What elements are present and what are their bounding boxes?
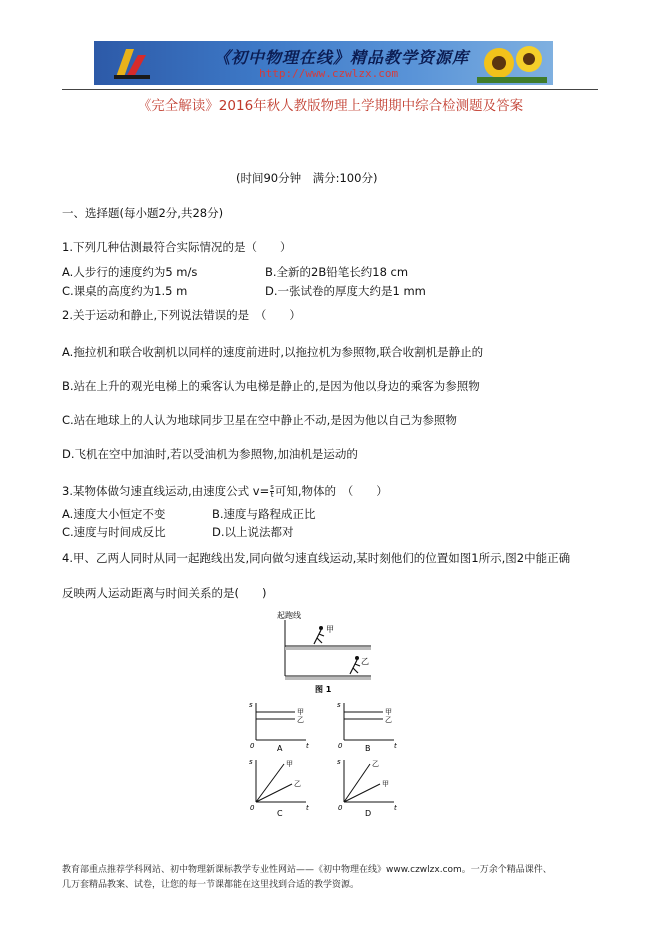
q1-option-a: A.人步行的速度约为5 m/s xyxy=(62,265,198,279)
footer-line-2: 几万套精品教案、试卷，让您的每一节课都能在这里找到合适的教学资源。 xyxy=(62,880,360,890)
graph-d-label: D xyxy=(365,809,372,818)
time-info: (时间90分钟 满分:100分) xyxy=(236,171,378,185)
graph-d-origin: 0 xyxy=(338,804,343,812)
section-heading: 一、选择题(每小题2分,共28分) xyxy=(62,206,224,220)
q2-option-a: A.拖拉机和联合收割机以同样的速度前进时,以拖拉机为参照物,联合收割机是静止的 xyxy=(62,345,484,359)
graph-a-label: A xyxy=(277,744,283,753)
lane-bottom-hatching xyxy=(285,677,371,680)
header-banner xyxy=(94,41,553,85)
graph-b-x-label: t xyxy=(394,742,397,750)
graph-d-line-steep xyxy=(344,764,370,802)
graph-c-y-label: s xyxy=(249,758,253,766)
graph-b-bottom-series: 乙 xyxy=(385,716,392,724)
graph-c-label: C xyxy=(277,809,283,818)
q1-option-d: D.一张试卷的厚度大约是1 mm xyxy=(265,284,426,298)
graph-c-top-series: 甲 xyxy=(286,760,293,768)
runner-yi-label: 乙 xyxy=(361,657,369,666)
graph-b-top-series: 甲 xyxy=(385,708,392,716)
figure-1-runners xyxy=(275,606,375,696)
graph-c-line-steep xyxy=(256,764,284,802)
banner-url[interactable]: http://www.czwlzx.com xyxy=(259,67,399,80)
graph-a-origin: 0 xyxy=(250,742,255,750)
graph-c-origin: 0 xyxy=(250,804,255,812)
velocity-fraction xyxy=(270,484,274,499)
graph-a-x-label: t xyxy=(306,742,309,750)
q4-stem-line2: 反映两人运动距离与时间关系的是( ) xyxy=(62,586,267,600)
graph-d-x-label: t xyxy=(394,804,397,812)
q4-stem-line1: 4.甲、乙两人同时从同一起跑线出发,同向做匀速直线运动,某时刻他们的位置如图1所示,图2中能正确 xyxy=(62,551,571,565)
graph-d-y-label: s xyxy=(337,758,341,766)
q2-option-b: B.站在上升的观光电梯上的乘客认为电梯是静止的,是因为他以身边的乘客为参照物 xyxy=(62,379,480,393)
runner-yi-icon xyxy=(350,656,360,674)
document-title: 《完全解读》2016年秋人教版物理上学期期中综合检测题及答案 xyxy=(137,98,524,114)
graph-d-bottom-series: 甲 xyxy=(382,780,389,788)
graph-a-y-label: s xyxy=(249,701,253,709)
figure-1-caption: 图 1 xyxy=(315,685,332,694)
q1-option-b: B.全新的2B铅笔长约18 cm xyxy=(265,265,409,279)
sunflower-icon xyxy=(477,43,547,83)
header-rule xyxy=(62,89,598,90)
fraction-denominator: t xyxy=(270,491,274,499)
site-logo-icon xyxy=(112,45,154,81)
q3-option-d: D.以上说法都对 xyxy=(212,525,294,539)
graph-c xyxy=(249,758,309,818)
graph-b xyxy=(337,701,397,753)
graph-c-bottom-series: 乙 xyxy=(294,780,301,788)
graph-a-top-series: 甲 xyxy=(297,708,304,716)
q3-option-a: A.速度大小恒定不变 xyxy=(62,507,166,521)
runner-jia-icon xyxy=(314,626,324,644)
graph-d-line-shallow xyxy=(344,784,380,802)
graph-c-line-shallow xyxy=(256,784,292,802)
q2-stem: 2.关于运动和静止,下列说法错误的是 （ ） xyxy=(62,308,301,322)
graph-d xyxy=(337,758,397,818)
fraction-numerator: s xyxy=(270,483,274,491)
graph-b-y-label: s xyxy=(337,701,341,709)
start-line-label: 起跑线 xyxy=(277,611,301,620)
q3-stem xyxy=(62,483,388,499)
q3-option-b: B.速度与路程成正比 xyxy=(212,507,316,521)
q3-stem-pre: 3.某物体做匀速直线运动,由速度公式 v= xyxy=(62,484,270,498)
lane-hatching xyxy=(285,647,371,650)
figure-2-graphs xyxy=(240,698,410,823)
graph-c-x-label: t xyxy=(306,804,309,812)
q3-option-c: C.速度与时间成反比 xyxy=(62,525,166,539)
graph-a-bottom-series: 乙 xyxy=(297,716,304,724)
graph-b-label: B xyxy=(365,744,371,753)
q3-stem-post: 可知,物体的 （ ） xyxy=(274,484,388,498)
graph-b-origin: 0 xyxy=(338,742,343,750)
runner-jia-label: 甲 xyxy=(326,625,334,634)
q1-option-c: C.课桌的高度约为1.5 m xyxy=(62,284,188,298)
graph-a xyxy=(249,701,309,753)
q2-option-d: D.飞机在空中加油时,若以受油机为参照物,加油机是运动的 xyxy=(62,447,358,461)
footer-line-1: 教育部重点推荐学科网站、初中物理新课标教学专业性网站——《初中物理在线》www.czwlzx.com。一万余个精品课件、 xyxy=(62,865,552,875)
q2-option-c: C.站在地球上的人认为地球同步卫星在空中静止不动,是因为他以自己为参照物 xyxy=(62,413,457,427)
graph-d-top-series: 乙 xyxy=(372,760,379,768)
q1-stem: 1.下列几种估测最符合实际情况的是（ ） xyxy=(62,240,292,254)
banner-title: 《初中物理在线》精品教学资源库 xyxy=(214,48,470,67)
